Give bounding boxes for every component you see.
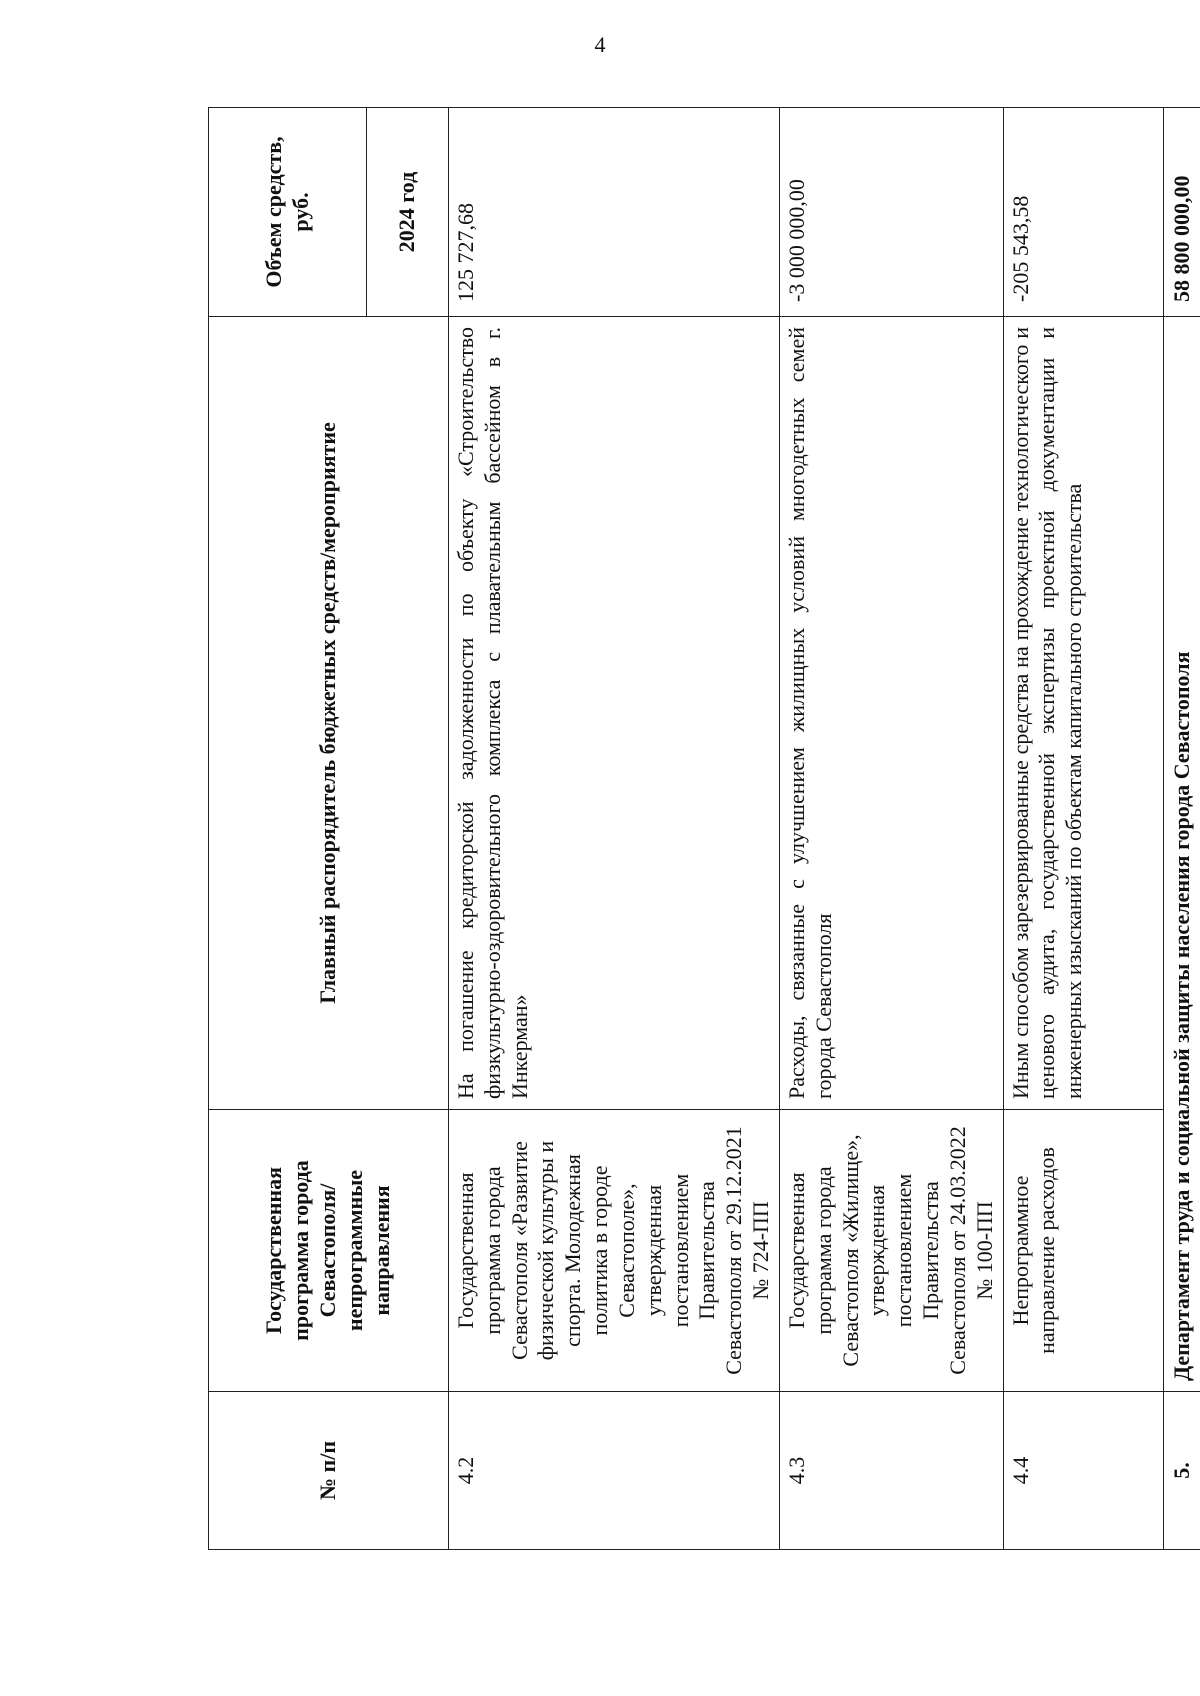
row-amount: -3 000 000,00 (779, 108, 1003, 317)
row-amount: 125 727,68 (449, 108, 780, 317)
row-description: Иным способом зарезервированные средства на прохождение технологического и ценового аудита, государственной экспертизы проектной документации и инженерных изысканий по объектам капитального строительства (1003, 317, 1163, 1110)
budget-table-rotated (208, 108, 1194, 1550)
header-num: № п/п (209, 1392, 449, 1550)
row-number: 4.4 (1003, 1392, 1163, 1550)
total-number: 5. (1163, 1392, 1200, 1550)
page-number: 4 (594, 32, 606, 57)
header-program: Государственная программа города Севастополя/ непрограммные направления (209, 1110, 449, 1392)
row-number: 4.3 (779, 1392, 1003, 1550)
header-year: 2024 год (367, 108, 449, 317)
budget-table (208, 107, 1200, 1550)
row-description: На погашение кредиторской задолженности по объекту «Строительство физкультурно-оздоровительного комплекса с плавательным бассейном в г. Инкерман» (449, 317, 780, 1110)
header-description: Главный распорядитель бюджетных средств/мероприятие (209, 317, 449, 1110)
table-row (449, 108, 780, 1550)
total-row (1163, 108, 1200, 1550)
table-row (779, 108, 1003, 1550)
row-amount: -205 543,58 (1003, 108, 1163, 317)
row-number: 4.2 (449, 1392, 780, 1550)
row-program: Государственная программа города Севастополя «Развитие физической культуры и спорта. Молодежная политика в городе Севастополе», утвержденная постановлением Правительства Севастополя от 29.12.2021 № 724-ПП (449, 1110, 780, 1392)
total-amount: 58 800 000,00 (1163, 108, 1200, 317)
table-row (1003, 108, 1163, 1550)
row-program: Непрограммное направление расходов (1003, 1110, 1163, 1392)
row-description: Расходы, связанные с улучшением жилищных условий многодетных семей города Севастополя (779, 317, 1003, 1110)
row-program: Государственная программа города Севастополя «Жилище», утвержденная постановлением Правительства Севастополя от 24.03.2022 № 100-ПП (779, 1110, 1003, 1392)
table-header-row (209, 108, 367, 1550)
total-label: Департамент труда и социальной защиты населения города Севастополя (1163, 317, 1200, 1392)
header-volume: Объем средств, руб. (209, 108, 367, 317)
